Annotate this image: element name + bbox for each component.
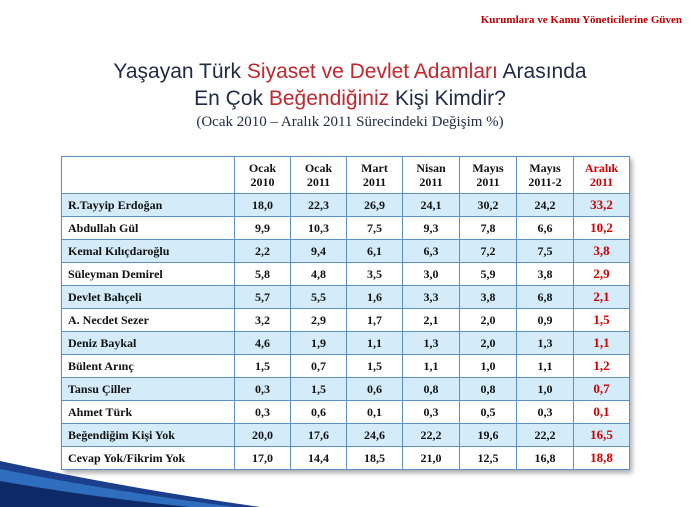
- table-cell: 1,7: [347, 309, 403, 332]
- table-cell: 10,2: [574, 217, 630, 240]
- table-cell: 18,5: [347, 447, 403, 470]
- table-cell: 2,0: [460, 332, 517, 355]
- table-cell: 1,6: [347, 286, 403, 309]
- table-row: [62, 309, 630, 332]
- column-header-top: Mayıs: [472, 161, 504, 175]
- table-cell: 26,9: [347, 194, 403, 217]
- table-row: [62, 240, 630, 263]
- table-cell: 1,1: [574, 332, 630, 355]
- table-cell: 0,8: [403, 378, 460, 401]
- table-cell: 10,3: [291, 217, 347, 240]
- data-table-container: [61, 156, 629, 470]
- table-cell: 1,5: [574, 309, 630, 332]
- table-header-row: [62, 157, 630, 194]
- title-line-2-pre: En Çok: [194, 87, 269, 110]
- table-cell: 18,8: [574, 447, 630, 470]
- table-cell: 3,5: [347, 263, 403, 286]
- row-label: Süleyman Demirel: [62, 263, 235, 286]
- title-line-1-accent: Siyaset ve Devlet Adamları: [246, 60, 498, 83]
- table-cell: 1,9: [291, 332, 347, 355]
- table-row: [62, 194, 630, 217]
- row-label: Abdullah Gül: [62, 217, 235, 240]
- table-cell: 16,5: [574, 424, 630, 447]
- table-row: [62, 424, 630, 447]
- table-cell: 24,6: [347, 424, 403, 447]
- table-cell: 22,2: [517, 424, 574, 447]
- table-cell: 2,1: [403, 309, 460, 332]
- column-header-top: Mart: [361, 161, 388, 175]
- table-cell: 18,0: [235, 194, 291, 217]
- table-cell: 1,0: [517, 378, 574, 401]
- header-note: Kurumlara ve Kamu Yöneticilerine Güven: [480, 14, 682, 26]
- table-cell: 33,2: [574, 194, 630, 217]
- column-header-bottom: 2011-2: [528, 175, 562, 189]
- table-cell: 0,7: [291, 355, 347, 378]
- table-cell: 0,8: [460, 378, 517, 401]
- table-row: [62, 217, 630, 240]
- table-cell: 7,5: [517, 240, 574, 263]
- table-cell: 22,2: [403, 424, 460, 447]
- table-cell: 0,3: [235, 401, 291, 424]
- row-label: Cevap Yok/Fikrim Yok: [62, 447, 235, 470]
- title-line-1: [0, 58, 700, 85]
- column-header: [403, 157, 460, 194]
- table-cell: 1,1: [403, 355, 460, 378]
- table-cell: 7,2: [460, 240, 517, 263]
- column-header: [517, 157, 574, 194]
- table-cell: 4,8: [291, 263, 347, 286]
- table-cell: 1,3: [403, 332, 460, 355]
- table-cell: 0,3: [403, 401, 460, 424]
- table-cell: 2,1: [574, 286, 630, 309]
- title-line-1-post: Arasında: [497, 60, 587, 83]
- title-line-2-post: Kişi Kimdir?: [389, 87, 506, 110]
- row-label: Tansu Çiller: [62, 378, 235, 401]
- table-cell: 16,8: [517, 447, 574, 470]
- header-corner-cell: [62, 157, 235, 194]
- table-cell: 9,3: [403, 217, 460, 240]
- table-cell: 9,9: [235, 217, 291, 240]
- row-label: Ahmet Türk: [62, 401, 235, 424]
- table-cell: 0,6: [347, 378, 403, 401]
- table-cell: 0,1: [574, 401, 630, 424]
- table-cell: 24,1: [403, 194, 460, 217]
- column-header-top: Aralık: [584, 161, 619, 175]
- row-label: A. Necdet Sezer: [62, 309, 235, 332]
- column-header-bottom: 2010: [250, 175, 275, 189]
- table-cell: 17,0: [235, 447, 291, 470]
- column-header-top: Ocak: [248, 161, 277, 175]
- table-cell: 14,4: [291, 447, 347, 470]
- data-table: [61, 156, 630, 470]
- table-cell: 5,8: [235, 263, 291, 286]
- table-row: [62, 286, 630, 309]
- table-cell: 4,6: [235, 332, 291, 355]
- table-cell: 1,0: [460, 355, 517, 378]
- column-header-bottom: 2011: [362, 175, 387, 189]
- table-cell: 2,9: [574, 263, 630, 286]
- table-cell: 3,8: [460, 286, 517, 309]
- column-header-bottom: 2011: [589, 175, 614, 189]
- table-cell: 0,3: [235, 378, 291, 401]
- table-cell: 1,1: [347, 332, 403, 355]
- table-cell: 24,2: [517, 194, 574, 217]
- row-label: Kemal Kılıçdaroğlu: [62, 240, 235, 263]
- subtitle: (Ocak 2010 – Aralık 2011 Sürecindeki Değişim %): [196, 114, 504, 130]
- table-row: [62, 355, 630, 378]
- column-header: [235, 157, 291, 194]
- table-row: [62, 378, 630, 401]
- row-label: Beğendiğim Kişi Yok: [62, 424, 235, 447]
- table-cell: 6,1: [347, 240, 403, 263]
- column-header: [574, 157, 630, 194]
- table-cell: 7,5: [347, 217, 403, 240]
- table-cell: 21,0: [403, 447, 460, 470]
- table-cell: 3,3: [403, 286, 460, 309]
- column-header-bottom: 2011: [419, 175, 443, 189]
- table-row: [62, 332, 630, 355]
- column-header: [460, 157, 517, 194]
- table-cell: 6,8: [517, 286, 574, 309]
- row-label: Bülent Arınç: [62, 355, 235, 378]
- table-cell: 6,6: [517, 217, 574, 240]
- table-cell: 22,3: [291, 194, 347, 217]
- table-cell: 19,6: [460, 424, 517, 447]
- table-cell: 3,0: [403, 263, 460, 286]
- table-cell: 3,2: [235, 309, 291, 332]
- column-header: [347, 157, 403, 194]
- table-cell: 2,0: [460, 309, 517, 332]
- table-cell: 0,7: [574, 378, 630, 401]
- table-cell: 0,6: [291, 401, 347, 424]
- table-cell: 17,6: [291, 424, 347, 447]
- table-cell: 3,8: [574, 240, 630, 263]
- decorative-swoosh: [0, 447, 260, 507]
- title-line-2-accent: Beğendiğiniz: [268, 87, 390, 110]
- row-label: Devlet Bahçeli: [62, 286, 235, 309]
- table-cell: 9,4: [291, 240, 347, 263]
- table-cell: 7,8: [460, 217, 517, 240]
- table-cell: 1,2: [574, 355, 630, 378]
- title-line-1-pre: Yaşayan Türk: [113, 60, 247, 83]
- table-cell: 12,5: [460, 447, 517, 470]
- table-cell: 0,5: [460, 401, 517, 424]
- table-cell: 0,1: [347, 401, 403, 424]
- table-row: [62, 263, 630, 286]
- row-label: Deniz Baykal: [62, 332, 235, 355]
- table-cell: 2,9: [291, 309, 347, 332]
- table-cell: 1,3: [517, 332, 574, 355]
- column-header-top: Ocak: [304, 161, 333, 175]
- table-cell: 5,7: [235, 286, 291, 309]
- table-cell: 30,2: [460, 194, 517, 217]
- table-cell: 5,5: [291, 286, 347, 309]
- table-cell: 1,5: [347, 355, 403, 378]
- column-header-top: Nisan: [416, 161, 446, 175]
- table-body: [62, 194, 630, 470]
- table-cell: 0,9: [517, 309, 574, 332]
- table-cell: 1,5: [235, 355, 291, 378]
- table-cell: 5,9: [460, 263, 517, 286]
- table-cell: 20,0: [235, 424, 291, 447]
- table-cell: 0,3: [517, 401, 574, 424]
- column-header-top: Mayıs: [529, 161, 561, 175]
- column-header: [291, 157, 347, 194]
- table-cell: 1,5: [291, 378, 347, 401]
- table-cell: 1,1: [517, 355, 574, 378]
- table-cell: 6,3: [403, 240, 460, 263]
- column-header-bottom: 2011: [306, 175, 331, 189]
- table-row: [62, 401, 630, 424]
- slide-title: [0, 58, 700, 132]
- row-label: R.Tayyip Erdoğan: [62, 194, 235, 217]
- table-cell: 2,2: [235, 240, 291, 263]
- column-header-bottom: 2011: [476, 175, 500, 189]
- title-line-2: [0, 85, 700, 112]
- table-cell: 3,8: [517, 263, 574, 286]
